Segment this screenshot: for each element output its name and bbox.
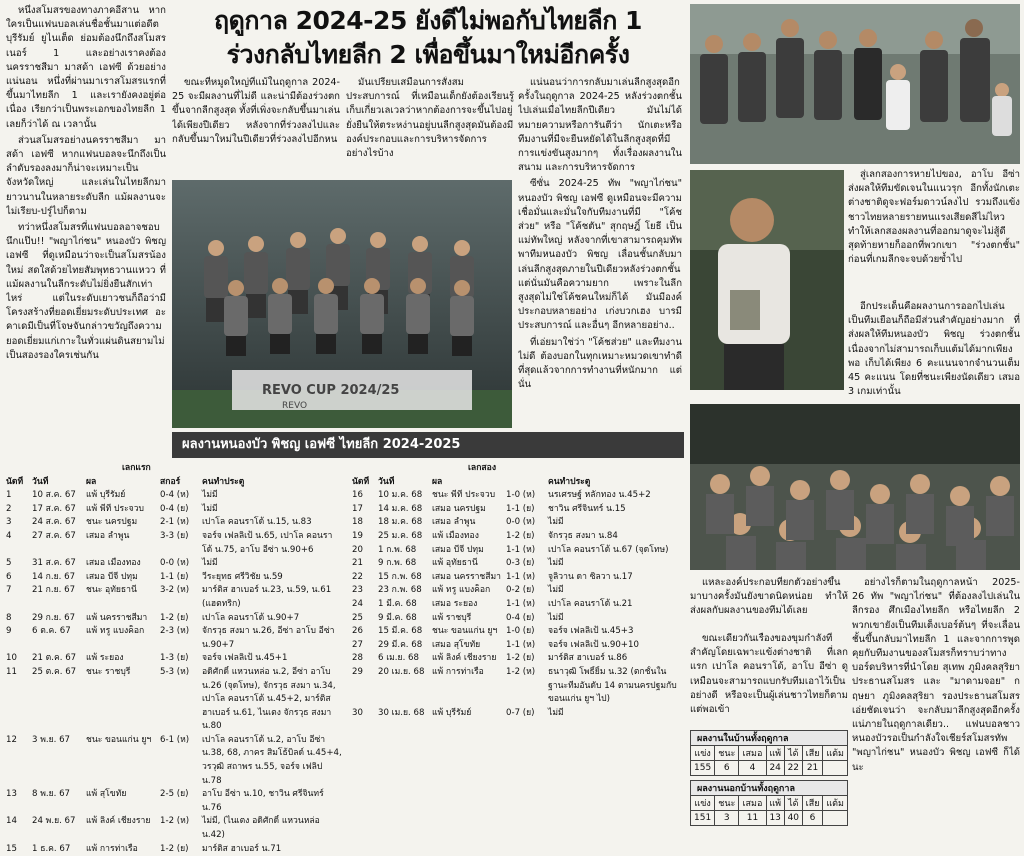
table-row bbox=[4, 612, 344, 626]
match-scorers: ชาวิน ศรีจินทร์ น.15 bbox=[548, 503, 626, 514]
col-match: นัดที่ bbox=[352, 476, 370, 487]
match-result: แพ้ ทรู แบงค็อก bbox=[86, 626, 145, 637]
col-result: ผล bbox=[432, 476, 443, 487]
match-date: 21 ต.ค. 67 bbox=[32, 653, 77, 664]
match-score: 1-0 (ย) bbox=[506, 626, 535, 637]
coach-photo-illustration bbox=[690, 170, 844, 390]
headline-line-1: ฤดูกาล 2024-25 ยังดีไม่พอกับไทยลีก 1 bbox=[214, 6, 642, 35]
match-scorers: จอร์จ เฟลลิเป้ น.90+10 bbox=[548, 639, 639, 650]
right-paragraph-2: อีกประเด็นคือผลงานการออกไปเล่นเป็นทีมเยือนก็ถือมีส่วนสำคัญอย่างมาก ที่ส่งผลให้ทีมหนองบัว พิชญ ร่วงตกชั้น เนื่องจากไม่สามารถเก็บแต้มได้มากเพียงพอ เก็บได้เพียง 6 คะแนนจากจำนวนเต็ม 45 คะแนน โดยที่ชนะเพียงนัดเดียว เสมอ 3 เกมเท่านั้น bbox=[848, 301, 1020, 398]
match-number: 9 bbox=[6, 626, 12, 637]
table-row bbox=[350, 666, 684, 707]
match-scorers: ไม่มี bbox=[202, 558, 218, 569]
col-match: นัดที่ bbox=[6, 476, 24, 487]
match-score: 1-2 (ห) bbox=[160, 816, 190, 827]
stat-value: 6 bbox=[715, 761, 739, 776]
match-date: 25 ต.ค. 67 bbox=[32, 666, 77, 677]
match-score: 1-2 (ย) bbox=[506, 530, 535, 541]
fans-photo bbox=[690, 404, 1020, 570]
headline-line-2: ร่วงกลับไทยลีก 2 เพื่อขึ้นมาใหม่อีกครั้ง bbox=[226, 40, 630, 69]
match-scorers: ไม่มี bbox=[548, 707, 564, 718]
match-date: 9 มี.ค. 68 bbox=[378, 612, 417, 623]
match-number: 29 bbox=[352, 666, 363, 677]
table-row bbox=[350, 544, 684, 558]
match-date: 18 ม.ค. 68 bbox=[378, 517, 423, 528]
match-date: 6 ต.ค. 67 bbox=[32, 626, 71, 637]
right-column-5 bbox=[852, 576, 1020, 838]
middle-column bbox=[518, 76, 682, 428]
match-date: 27 ส.ค. 67 bbox=[32, 530, 76, 541]
col-date: วันที่ bbox=[378, 476, 395, 487]
left-column bbox=[6, 4, 166, 432]
match-scorers: จอร์จ เฟลลิเป้ น.45+3 bbox=[548, 626, 634, 637]
table-row bbox=[350, 707, 684, 721]
stat-value: 11 bbox=[739, 811, 766, 826]
stat-header: เสมอ bbox=[739, 796, 766, 811]
right-paragraph-1: สู่เลกสองการหายไปของ, อาโบ อีซ่า ส่งผลให้ทีมขัดเจนในแนวรุก อีกทั้งนักเตะต่างชาติดูจะฟอร์มดาวน์ลงไป รวมถึงแข้งชาวไทยหลายรายทนแรงเสียดสีไม่ไหวทำให้เลกสองผลงานที่ออกมาดูจะไม่สู้ดีสุดท้ายหายก็ออกที่พวกเขา "ร่วงตกชั้น" ก่อนที่เกมลีกจะจบด้วยซ้ำไป bbox=[848, 169, 1020, 266]
match-number: 26 bbox=[352, 626, 363, 637]
match-result: แพ้ นครราชสีมา bbox=[86, 612, 148, 623]
match-date: 21 ก.ย. 67 bbox=[32, 585, 76, 596]
table-row bbox=[4, 625, 344, 652]
headline bbox=[168, 4, 688, 72]
table-row bbox=[4, 584, 344, 611]
right-column-1 bbox=[848, 168, 1020, 296]
match-date: 20 เม.ย. 68 bbox=[378, 666, 425, 677]
match-date: 24 พ.ย. 67 bbox=[32, 816, 76, 827]
match-score: 2-3 (ห) bbox=[160, 626, 190, 637]
match-date: 3 พ.ย. 67 bbox=[32, 734, 71, 745]
match-scorers: อาโบ อีซ่า น.10, ชาวิน ศรีจินทร์ น.76 bbox=[202, 789, 324, 813]
match-score: 0-0 (ห) bbox=[506, 517, 536, 528]
fans-photo-illustration bbox=[690, 404, 1020, 570]
match-date: 14 ม.ค. 68 bbox=[378, 503, 423, 514]
match-scorers: ไม่มี bbox=[548, 517, 564, 528]
stat-value: 24 bbox=[766, 761, 784, 776]
table-row bbox=[350, 598, 684, 612]
match-score: 1-1 (ย) bbox=[160, 571, 189, 582]
match-number: 25 bbox=[352, 612, 363, 623]
match-number: 8 bbox=[6, 612, 12, 623]
results-table-left bbox=[4, 462, 344, 854]
stat-header: แข่ง bbox=[691, 746, 715, 761]
match-result: แพ้ เมืองทอง bbox=[432, 530, 479, 541]
match-score: 1-0 (ห) bbox=[506, 490, 536, 501]
table-row bbox=[4, 530, 344, 557]
stat-header: แต้ม bbox=[823, 746, 848, 761]
match-number: 27 bbox=[352, 639, 363, 650]
match-number: 10 bbox=[6, 653, 17, 664]
match-date: 17 ส.ค. 67 bbox=[32, 503, 76, 514]
match-scorers: มาร์ติส ฮาเบอร์ น.71 bbox=[202, 843, 282, 854]
stat-header: แพ้ bbox=[766, 746, 784, 761]
stat-value: 22 bbox=[784, 761, 802, 776]
stat-header: แพ้ bbox=[766, 796, 784, 811]
table-row bbox=[350, 530, 684, 544]
table-row bbox=[350, 503, 684, 517]
table-row bbox=[4, 516, 344, 530]
match-result: ชนะ พีที ประจวบ bbox=[432, 490, 496, 501]
left-paragraph-3: ทว่าหนึ่งสโมสรที่แฟนบอลอาจชอบนึกแป๊บ!! "พญาไก่ชน" หนองบัว พิชญ เอฟซี ที่ดูเหมือนว่าจะเป็นสโมสรน้องใหม่ สดใสด้วยไทยสัมพุทธวานแหวว ที่แม้ผลงานในลีกระดับไม่ยิ่งยืนสักเท่าไหร่ แต่ในระดับเยาวชนก็ถือว่ามีโครงสร้างที่ยอดเยี่ยมระดับประเทศ อะคาเดมีเป็นที่โจษจันกล่าวขวัญถึงความยอดเยี่ยมแก่เกาะในทั่วแผ่นดินสยามไม่เป็นสองรองใครเช่นกัน bbox=[6, 222, 166, 361]
match-number: 14 bbox=[6, 816, 17, 827]
intro-column-2 bbox=[346, 76, 514, 176]
match-number: 6 bbox=[6, 571, 12, 582]
stat-value bbox=[823, 811, 848, 826]
match-date: 15 มี.ค. 68 bbox=[378, 626, 423, 637]
match-scorers: เปาโล คอนราโด้ น.67 (จุดโทษ) bbox=[548, 544, 669, 555]
match-scorers: ไม่มี bbox=[548, 612, 564, 623]
match-date: 14 ก.ย. 67 bbox=[32, 571, 76, 582]
table-row bbox=[4, 843, 344, 856]
table-row bbox=[350, 584, 684, 598]
match-scorers: จักรวุธ สงมา น.26, อีซ่า อาโบ อีซ่า น.90+7 bbox=[202, 626, 335, 650]
table-row bbox=[350, 612, 684, 626]
match-date: 25 ม.ค. 68 bbox=[378, 530, 423, 541]
match-number: 5 bbox=[6, 558, 12, 569]
match-scorers: มาร์ติส ฮาเบอร์ น.86 bbox=[548, 653, 628, 664]
right-column-2 bbox=[848, 300, 1020, 400]
left-paragraph-1: หนึ่งสโมสรของทางภาคอีสาน หากใครเป็นแฟนบอลเล่นชื่อชั้นมาแต่อดีต บุรีรัมย์ ยูไนเต็ด ย่อมต้องนึกถึงสโมสรเนอร์ 1 และอย่างเราคงต้องนครราชสีมา มาสด้า เอฟซี ด้วยอย่างแน่นอน หนึ่งที่ผ่านมาเราสโมสรแรกที่ขึ้นมาไทยลีก 1 และเรายังคงอยู่ต่อเนื่อง เรียกว่าเป็นพระเอกของไทยลีก 1 เลยก็ว่าได้ ณ เวลานั้น bbox=[6, 5, 166, 130]
match-scorers: ไม่มี, (ไนเตง อดิศักดิ์ แหวนหล่อ น.42) bbox=[202, 816, 320, 841]
table-row bbox=[4, 666, 344, 734]
col-score bbox=[504, 476, 546, 490]
stat-header: เสีย bbox=[802, 796, 823, 811]
match-date: 1 ก.พ. 68 bbox=[378, 544, 417, 555]
table-row bbox=[350, 639, 684, 653]
match-number: 3 bbox=[6, 517, 12, 528]
match-scorers: ไม่มี bbox=[548, 585, 564, 596]
match-score: 1-2 (ย) bbox=[160, 612, 189, 623]
coach-photo bbox=[690, 170, 844, 390]
match-scorers: เปาโล คอนราโด้ น.90+7 bbox=[202, 612, 300, 623]
table-row bbox=[350, 489, 684, 503]
match-score: 5-3 (ห) bbox=[160, 666, 190, 677]
table-row bbox=[4, 557, 344, 571]
match-result: เสมอ นครราชสีมา bbox=[432, 571, 501, 582]
stats-home-table bbox=[690, 730, 848, 776]
match-number: 1 bbox=[6, 490, 12, 501]
match-result: แพ้ ลิงค์ เชียงราย bbox=[86, 816, 151, 827]
match-score: 0-2 (ย) bbox=[506, 585, 535, 596]
match-score: 2-5 (ย) bbox=[160, 789, 189, 800]
table-row bbox=[4, 815, 344, 842]
stat-value: 21 bbox=[802, 761, 823, 776]
match-date: 9 ก.พ. 68 bbox=[378, 558, 417, 569]
match-number: 23 bbox=[352, 585, 363, 596]
stat-value: 40 bbox=[784, 811, 802, 826]
table-row bbox=[4, 503, 344, 517]
results-banner: ผลงานหนองบัว พิชญ เอฟซี ไทยลีก 2024-2025 bbox=[172, 432, 684, 458]
table-row bbox=[350, 652, 684, 666]
match-scorers: เปาโล คอนราโด้ น.2, อาโบ อีซ่า น.38, 68, ภาคร สิมโธ้บิลด์ น.45+4, วรวุฒิ สถาพร น.55, จอร์จ เฟลิป น.78 bbox=[202, 734, 342, 786]
stat-value: 151 bbox=[691, 811, 715, 826]
table-row bbox=[350, 625, 684, 639]
match-result: แพ้ ทรู แบงค็อก bbox=[432, 585, 491, 596]
match-result: เสมอ สุโขทัย bbox=[432, 639, 481, 650]
team-photo bbox=[172, 180, 512, 428]
match-number: 19 bbox=[352, 530, 363, 541]
table-row bbox=[350, 571, 684, 585]
intro-paragraph-1: ขณะที่หมูดใหญ่ที่แม้ในฤดูกาล 2024-25 จะมีผลงานที่ไม่ดี และน่ามีต้องร่วงตกขึ้นจากลีกสูงสุด ทั้งที่เพิ่งจะกลับขึ้นมาเล่นได้เพียงปีเดียว หลังจากที่ร่วงลงไปและกลับขึ้นมาใหม่ในปีเดียวที่ร่วงลงไปอีกหน bbox=[172, 77, 340, 145]
leg-1-label: เลกแรก bbox=[122, 463, 151, 473]
match-score: 3-2 (ห) bbox=[160, 585, 190, 596]
stat-value: 4 bbox=[739, 761, 766, 776]
match-score: 1-1 (ห) bbox=[506, 639, 536, 650]
stat-header: แข่ง bbox=[691, 796, 715, 811]
match-result: แพ้ พีที ประจวบ bbox=[86, 503, 144, 514]
stat-header: แต้ม bbox=[823, 796, 848, 811]
match-number: 2 bbox=[6, 503, 12, 514]
match-result: แพ้ การท่าเรือ bbox=[432, 666, 484, 677]
intro-column-1 bbox=[172, 76, 340, 176]
match-result: เสมอ เมืองทอง bbox=[86, 558, 141, 569]
match-number: 18 bbox=[352, 517, 363, 528]
match-number: 20 bbox=[352, 544, 363, 555]
match-result: ชนะ ขอนแก่น ยูฯ bbox=[86, 734, 152, 745]
right-paragraph-4: ขณะเดียวกันเรื่องของขุมกำลังที่สำคัญโดยเฉพาะแข้งต่างชาติ ที่เลกแรก เปาโล คอนราโด้, อาโบ อีซ่า ดูเหมือนจะสามารถแบกรับทีมเอาไว้เป็นอย่างดี หรือจะเป็นผู้เล่นชาวไทยก็ตาม แต่พอเข้า bbox=[690, 633, 848, 716]
match-scorers: ไม่มี bbox=[548, 558, 564, 569]
match-result: เสมอ ลำพูน bbox=[86, 530, 130, 541]
match-number: 28 bbox=[352, 653, 363, 664]
match-score: 1-1 (ห) bbox=[506, 571, 536, 582]
match-number: 11 bbox=[6, 666, 17, 677]
table-row bbox=[350, 557, 684, 571]
photo-banner-text: REVO CUP 2024/25 bbox=[262, 383, 400, 398]
stat-value: 6 bbox=[802, 811, 823, 826]
stats-home-title: ผลงานในบ้านทั้งฤดูกาล bbox=[691, 731, 848, 746]
match-date: 30 เม.ย. 68 bbox=[378, 707, 425, 718]
match-date: 31 ส.ค. 67 bbox=[32, 558, 76, 569]
match-score: 1-2 (ย) bbox=[160, 843, 189, 854]
mid-paragraph-3: ที่เอ่ยมาใช่ว่า "โค้ชส่วย" และทีมงานไม่ดี ต้องบอกในทุกเหมาะหมวดเขาทำดีที่สุดแล้วจากการทำงานที่หนักมาก แต่นั่น bbox=[518, 336, 682, 391]
match-scorers: เปาโล คอนราโด้ น.21 bbox=[548, 598, 633, 609]
match-scorers: ไม่มี bbox=[202, 490, 218, 501]
match-date: 15 ก.พ. 68 bbox=[378, 571, 422, 582]
match-date: 8 พ.ย. 67 bbox=[32, 789, 71, 800]
match-score: 1-1 (ย) bbox=[506, 503, 535, 514]
left-paragraph-2: ส่วนสโมสรอย่างนครราชสีมา มาสด้า เอฟซี หากแฟนบอลจะนึกถึงเป็นลำดับรองลงมาก็น่าจะเหมาะเป็นจังหวัดใหญ่ และเล่นในไทยลีกมายาวนานในหลายระดับลีก แม้ผลงานจะไม่เรียบ-ปรู๋ไปก็ตาม bbox=[6, 134, 166, 217]
match-number: 17 bbox=[352, 503, 363, 514]
col-result: ผล bbox=[86, 476, 97, 487]
match-date: 29 มี.ค. 68 bbox=[378, 639, 423, 650]
match-number: 13 bbox=[6, 789, 17, 800]
match-score: 0-7 (ย) bbox=[506, 707, 535, 718]
stat-value: 155 bbox=[691, 761, 715, 776]
match-result: เสมอ บีจี ปทุม bbox=[86, 571, 138, 582]
results-table-right bbox=[350, 462, 684, 838]
match-result: เสมอ บีจี ปทุม bbox=[432, 544, 484, 555]
match-score: 1-2 (ห) bbox=[506, 666, 536, 677]
match-date: 6 เม.ย. 68 bbox=[378, 653, 419, 664]
match-date: 1 ธ.ค. 67 bbox=[32, 843, 71, 854]
stats-away-table bbox=[690, 780, 848, 826]
stat-header: เสมอ bbox=[739, 746, 766, 761]
stat-header: เสีย bbox=[802, 746, 823, 761]
match-result: แพ้ ราชบุรี bbox=[432, 612, 472, 623]
match-score: 0-4 (ห) bbox=[160, 490, 190, 501]
match-date: 24 ส.ค. 67 bbox=[32, 517, 76, 528]
right-paragraph-5: อย่างไรก็ตามในฤดูกาลหน้า 2025-26 ทัพ "พญาไก่ชน" ที่ต้องลงไปเล่นในลีกรอง ศึกเมืองไทยลีก หรือไทยลีก 2 พวกเขายังเป็นทีมเต็งเบอร์ต้นๆ ที่จะเลื่อนชั้นขึ้นกลับมาไทยลีก 1 และจากการพูดคุยกับทีมงานของสโมสรก็ทราบว่าทางบอร์ดบริหารที่นำโดย สุเทพ ภูมิงคลสุริยา ประธานสโมสร และ "มาดามจอย" กฤษยา ภูมิงคลสุริยา รองประธานสโมสร เอ่ยชัดเจนว่า จะกลับมาลีกสูงสุดอีกครั้งแน่ภายในฤดูกาลเดียว.. แฟนบอลชาวหนองบัวรอเป็นกำลังใจเชียร์สโมสรทัพ "พญาไก่ชน" หนองบัว พิชญ เอฟซี ก็ได้นะ bbox=[852, 577, 1020, 773]
match-result: เสมอ นครปฐม bbox=[432, 503, 486, 514]
match-scorers: เปาโล คอนราโด้ น.15, น.83 bbox=[202, 517, 312, 528]
match-score: 1-1 (ห) bbox=[506, 544, 536, 555]
photo-banner-sub: REVO bbox=[282, 401, 308, 411]
right-column-3 bbox=[690, 576, 848, 628]
stat-header: ได้ bbox=[784, 746, 802, 761]
match-score: 0-3 (ย) bbox=[506, 558, 535, 569]
match-number: 30 bbox=[352, 707, 363, 718]
stat-value bbox=[823, 761, 848, 776]
match-score: 6-1 (ห) bbox=[160, 734, 190, 745]
match-score: 1-1 (ห) bbox=[506, 598, 536, 609]
table-row bbox=[350, 516, 684, 530]
match-result: แพ้ การท่าเรือ bbox=[86, 843, 138, 854]
match-score: 0-0 (ห) bbox=[160, 558, 190, 569]
match-result: ชนะ อุทัยธานี bbox=[86, 585, 137, 596]
match-scorers: นรเศรษฐ์ หลักทอง น.45+2 bbox=[548, 490, 651, 501]
match-score: 0-4 (ย) bbox=[506, 612, 535, 623]
match-number: 22 bbox=[352, 571, 363, 582]
first-leg-table bbox=[4, 476, 344, 856]
match-result: ชนะ ขอนแก่น ยูฯ bbox=[432, 626, 498, 637]
stat-header: ได้ bbox=[784, 796, 802, 811]
table-row bbox=[4, 788, 344, 815]
mid-paragraph-1: แน่นอนว่าการกลับมาเล่นลีกสูงสุดอีกครั้งในฤดูกาล 2024-25 หลังร่วงตกชั้นไปเล่นเมื่อไทยลีกปีเดียว มันไม่ได้หมายความหรือการันตีว่า นักเตะหรือทีมงานที่มีจะยืนหยัดได้ในลีกสูงสุดที่มีการแข่งขันสูงมากๆ ทั้งเรื่องผลงานในสนาม และการบริหารจัดการ bbox=[518, 77, 682, 174]
second-leg-table bbox=[350, 476, 684, 721]
match-score: 2-1 (ห) bbox=[160, 517, 190, 528]
match-number: 15 bbox=[6, 843, 17, 854]
match-number: 7 bbox=[6, 585, 12, 596]
match-number: 4 bbox=[6, 530, 12, 541]
match-result: แพ้ บุรีรัมย์ bbox=[432, 707, 472, 718]
match-result: แพ้ ลิงค์ เชียงราย bbox=[432, 653, 497, 664]
leg-2-label: เลกสอง bbox=[468, 463, 497, 473]
col-scorers: คนทำประตู bbox=[202, 476, 245, 487]
stat-value: 3 bbox=[715, 811, 739, 826]
match-score: 3-3 (ย) bbox=[160, 530, 189, 541]
right-column-4 bbox=[690, 632, 848, 724]
match-date: 29 ก.ย. 67 bbox=[32, 612, 76, 623]
match-date: 10 ส.ค. 67 bbox=[32, 490, 76, 501]
table-row bbox=[4, 489, 344, 503]
right-paragraph-3: แหละองค์ประกอบที่ยกตัวอย่างขึ้นมาบางครั้งมันยังขาดนิดหน่อย ทำให้ส่งผลกับผลงานของทีมได้เลย bbox=[690, 577, 848, 617]
stat-header: ชนะ bbox=[715, 796, 739, 811]
stats-away-title: ผลงานนอกบ้านทั้งฤดูกาล bbox=[691, 781, 848, 796]
match-scorers: จอร์จ เฟลลิเป้ น.65, เปาโล คอนราโด้ น.75, อาโบ อีซ่า น.90+6 bbox=[202, 530, 333, 555]
match-result: แพ้ อุทัยธานี bbox=[432, 558, 478, 569]
match-score: 1-3 (ย) bbox=[160, 653, 189, 664]
match-scorers: จักรวุธ สงมา น.84 bbox=[548, 530, 618, 541]
stat-value: 13 bbox=[766, 811, 784, 826]
match-number: 16 bbox=[352, 490, 363, 501]
match-scorers: จอร์จ เฟลลิเป้ น.45+1 bbox=[202, 653, 288, 664]
col-scorers: คนทำประตู bbox=[548, 476, 591, 487]
match-score: 0-4 (ย) bbox=[160, 503, 189, 514]
match-scorers: จูลิวาน ดา ซิลวา น.17 bbox=[548, 571, 633, 582]
match-result: แพ้ บุรีรัมย์ bbox=[86, 490, 126, 501]
col-score: สกอร์ bbox=[160, 476, 181, 487]
match-scorers: ไม่มี bbox=[202, 503, 218, 514]
intro-paragraph-2: มันเปรียบเสมือนการสั่งสมประสบการณ์ ที่เหมือนเด็กยังต้องเรียนรู้เก็บเกี่ยวเลเวลว่าหากต้องการจะขึ้นไปอยู่ยั่งยืนให้ตระหง่านอยู่บนลีกสูงสุดมันต้องมีองค์ประกอบและการบริหารจัดการอย่างไรบ้าง bbox=[346, 77, 514, 160]
mid-paragraph-2: ซีซั่น 2024-25 ทัพ "พญาไก่ชน" หนองบัว พิชญ เอฟซี ดูเหมือนจะมีความเชื่อมั่นและมั่นใจกับทีมงานที่มี "โค้ชส่วย" หรือ "โค้ชตัน" สุกฤษฎิ์ โยธี เป็นแม่ทัพใหญ่ หลังจากที่เขาสามารถคุมทัพพาทีมหนองบัว พิชญ เลื่อนชั้นกลับมาเล่นลีกสูงสุดภายในปีเดียวหลังร่วงตกชั้น แต่นั่นมันคือความยาก เพราะในลีกสูงสุดไม่ใช่โค้ชคนใหม่ก็ได้ มันมีองค์ประกอบหลายอย่าง เก่งบวกเฮง บารมีประสบการณ์ และอื่นๆ อีกหลายอย่าง.. bbox=[518, 178, 682, 332]
match-result: เสมอ ระยอง bbox=[432, 598, 478, 609]
match-scorers: อดิศักดิ์ แหวนหล่อ น.2, อีซ่า อาโบ น.26 (จุดโทษ), จักรวุธ สงมา น.34, เปาโล คอนราโด้ น.45+2, มาร์ติส ฮาเบอร์ น.61, ไนเตง จักรวุธ สงมา น.80 bbox=[202, 666, 336, 732]
match-result: แพ้ ระยอง bbox=[86, 653, 124, 664]
match-date: 10 ม.ค. 68 bbox=[378, 490, 423, 501]
players-photo-illustration bbox=[690, 4, 1020, 164]
match-scorers: ธนาวุฒิ โพธิ์ยิ้ม น.32 (ตกชั้นในฐานะทีมอันดับ 14 ตามนครปฐมกับขอนแก่น ยูฯ ไป) bbox=[548, 666, 677, 705]
match-result: ชนะ ราชบุรี bbox=[86, 666, 131, 677]
table-row bbox=[4, 571, 344, 585]
team-photo-illustration bbox=[172, 180, 512, 428]
match-result: เสมอ ลำพูน bbox=[432, 517, 476, 528]
match-result: แพ้ สุโขทัย bbox=[86, 789, 127, 800]
players-photo bbox=[690, 4, 1020, 164]
match-date: 1 มี.ค. 68 bbox=[378, 598, 417, 609]
table-row bbox=[4, 652, 344, 666]
match-number: 21 bbox=[352, 558, 363, 569]
match-score: 1-2 (ย) bbox=[506, 653, 535, 664]
match-number: 24 bbox=[352, 598, 363, 609]
table-row bbox=[4, 734, 344, 788]
match-result: ชนะ นครปฐม bbox=[86, 517, 138, 528]
col-date: วันที่ bbox=[32, 476, 49, 487]
match-date: 23 ก.พ. 68 bbox=[378, 585, 422, 596]
match-scorers: มาร์ติส ฮาเบอร์ น.23, น.59, น.61 (แฮตทริก) bbox=[202, 585, 332, 609]
match-number: 12 bbox=[6, 734, 17, 745]
match-scorers: วีระยุทธ ศรีวิชัย น.59 bbox=[202, 571, 283, 582]
stat-header: ชนะ bbox=[715, 746, 739, 761]
